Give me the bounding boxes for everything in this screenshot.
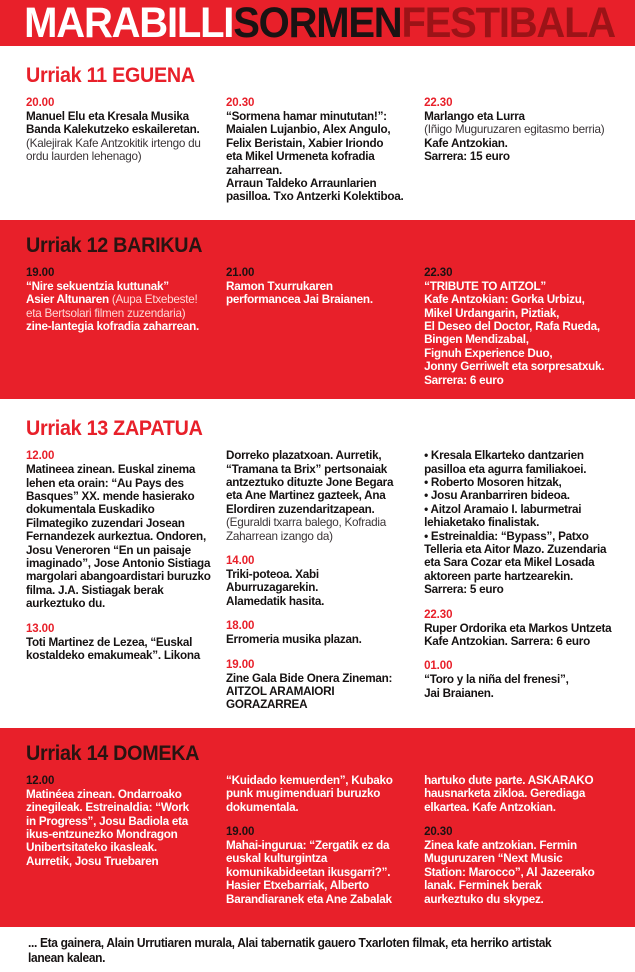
event-line: (Eguraldi txarra balego, Kofradia	[226, 516, 387, 530]
event-description	[26, 636, 216, 663]
event-line-bold: Asier Altunaren	[26, 293, 112, 307]
event-line: lehen eta orain: “Au Pays des	[26, 476, 184, 490]
day-columns	[26, 266, 617, 387]
event-line: Zine Gala Bide Onera Zineman:	[226, 671, 393, 685]
day-column-3	[424, 449, 617, 712]
event-line: hartuko dute parte. ASKARAKO	[424, 773, 594, 787]
event-line: in Progress”, Josu Badiola eta	[26, 814, 189, 828]
event-entry	[26, 96, 216, 164]
day-column-2	[226, 449, 424, 712]
event-line: punk mugimenduari buruzko	[226, 787, 381, 801]
event-time: 19.00	[226, 826, 255, 838]
event-line: Mahai-ingurua: “Zergatik ez da	[226, 839, 390, 852]
event-line: Manuel Elu eta Kresala Musika	[26, 110, 189, 123]
event-entry	[226, 774, 414, 814]
event-line: lanak. Ferminek berak	[424, 879, 542, 893]
event-time: 22.30	[424, 266, 453, 279]
event-time: 22.30	[424, 97, 453, 109]
event-line: eta Ane Martinez gazteek, Ana	[226, 489, 386, 503]
event-time: 20.00	[26, 97, 55, 109]
event-line: “Nire sekuentzia kuttunak”	[26, 279, 169, 293]
event-entry	[424, 608, 617, 649]
day-columns	[26, 449, 617, 712]
event-time: 20.30	[424, 826, 453, 838]
event-entry	[26, 622, 216, 663]
event-line: zaharrean.	[226, 163, 282, 177]
event-description	[424, 110, 617, 164]
event-entry	[424, 659, 617, 700]
day-heading: Urriak 12 BARIKUA	[26, 233, 203, 257]
event-line: Kafe Antzokian.	[424, 136, 508, 150]
event-line: Mikel Urdangarin, Piztiak,	[424, 306, 560, 320]
event-line: • Estreinaldia: “Bypass”, Patxo	[424, 529, 589, 543]
event-line: pasilloa. Txo Antzerki Kolektiboa.	[226, 190, 404, 204]
event-line: zinegileak. Estreinaldia: “Work	[26, 801, 189, 815]
event-description	[226, 633, 414, 646]
event-description	[26, 788, 216, 868]
event-entry	[424, 449, 617, 596]
event-line: komunikabideetan ikusgarri?”.	[226, 865, 391, 879]
event-line: lehiaketako finalistak.	[424, 516, 540, 530]
event-line: zine-lantegia kofradia zaharrean.	[26, 320, 199, 334]
day-heading: Urriak 14 DOMEKA	[26, 741, 200, 765]
event-line: Basques” XX. mende hasierako	[26, 489, 195, 503]
event-entry	[424, 266, 617, 387]
day-section-3	[0, 403, 635, 724]
event-line: • Aitzol Aramaio I. laburmetrai	[424, 502, 582, 516]
event-line: Toti Martinez de Lezea, “Euskal	[26, 635, 193, 649]
day-column-3	[424, 266, 617, 387]
event-time: 12.00	[26, 450, 55, 463]
event-line: Dorreko plazatxoan. Aurretik,	[226, 449, 382, 463]
event-line: ordu laurden lehenago)	[26, 150, 142, 164]
event-line: Filmategiko zuzendari Josean	[26, 516, 185, 530]
event-time: 20.30	[226, 97, 255, 109]
event-line: aurkeztuko du skypez.	[424, 892, 544, 906]
event-description	[424, 673, 617, 700]
event-line: dokumentala.	[226, 800, 299, 814]
footer-text: ... Eta gainera, Alain Urrutiaren murala, Alai tabernatik gauero Txarloten filmak, eta herriko artistak lanean kalean.	[28, 936, 552, 966]
footer-note	[0, 927, 635, 972]
event-description	[226, 449, 414, 543]
event-line: “Sormena hamar minututan!”:	[226, 110, 387, 123]
event-description	[424, 622, 617, 649]
event-line: Sarrera: 15 euro	[424, 150, 510, 164]
event-line: performancea Jai Braianen.	[226, 293, 373, 307]
event-line: Aurretik, Josu Truebaren	[26, 854, 159, 868]
event-line: Zinea kafe antzokian. Fermin	[424, 839, 577, 852]
day-section-1	[0, 50, 635, 216]
event-description	[226, 280, 414, 307]
event-line: • Josu Aranbarriren bideoa.	[424, 489, 570, 503]
event-line: “TRIBUTE TO AITZOL”	[424, 279, 546, 293]
event-line: “Tramana ta Brix” pertsonaiak	[226, 462, 388, 476]
event-line: El Deseo del Doctor, Rafa Rueda,	[424, 320, 600, 334]
event-line: filma. J.A. Sistiagak berak	[26, 583, 164, 597]
event-description	[424, 839, 617, 906]
day-heading: Urriak 11 EGUENA	[26, 64, 195, 87]
event-line: Sarrera: 6 euro	[424, 373, 504, 387]
event-line-light: (Aupa Etxebeste!	[111, 293, 198, 307]
event-description	[226, 839, 414, 906]
event-entry	[26, 774, 216, 868]
event-line: Felix Beristain, Xabier Iriondo	[226, 136, 384, 150]
event-line: hausnarketa zikloa. Gerediaga	[424, 787, 586, 801]
event-line: eta Bertsolari filmen zuzendaria)	[26, 306, 186, 320]
title-part-sormen: SORMEN	[233, 0, 402, 46]
event-line: euskal kulturgintza	[226, 852, 328, 866]
event-line: pasilloa eta agurra familiakoei.	[424, 462, 587, 476]
event-line: eta Sara Cozar eta Mikel Losada	[424, 556, 595, 570]
event-entry	[26, 449, 216, 610]
event-line: Kafe Antzokian: Gorka Urbizu,	[424, 293, 585, 307]
event-description	[226, 568, 414, 608]
day-column-1	[26, 266, 226, 387]
event-line: Kafe Antzokian. Sarrera: 6 euro	[424, 634, 590, 648]
event-line	[26, 293, 216, 306]
day-sections-container	[0, 50, 635, 918]
event-line: aurkeztuko du.	[26, 597, 105, 611]
event-line: Fernandezek aurkeztua. Ondoren,	[26, 530, 206, 544]
event-time: 01.00	[424, 660, 453, 673]
event-line: Alamedatik hasita.	[226, 594, 325, 608]
event-entry	[226, 266, 414, 307]
masthead-banner	[0, 0, 635, 46]
event-line: Jonny Gerriwelt eta sorpresatxuk.	[424, 360, 605, 374]
event-description	[226, 110, 414, 204]
event-description	[424, 280, 617, 387]
event-entry	[226, 96, 414, 204]
event-description	[26, 110, 216, 164]
event-time: 21.00	[226, 266, 255, 279]
event-description	[226, 774, 414, 814]
event-line: Erromeria musika plazan.	[226, 633, 362, 647]
event-line: Maialen Lujanbio, Alex Angulo,	[226, 123, 391, 137]
event-line: Sarrera: 5 euro	[424, 583, 504, 597]
event-line: Ruper Ordorika eta Markos Untzeta	[424, 621, 612, 635]
event-line: Station: Marocco”, Al Jazeerako	[424, 865, 595, 879]
event-line: margolari abangoardistari buruzko	[26, 570, 211, 584]
day-column-3	[424, 96, 617, 204]
event-line: Elordiren zuzendaritzapean.	[226, 502, 375, 516]
event-line: Barandiaranek eta Ane Zabalak	[226, 892, 392, 906]
event-line: Matinéea zinean. Ondarroako	[26, 787, 182, 801]
event-line: dokumentala Euskadiko	[26, 503, 155, 517]
event-line: antzeztuko dituzte Jone Begara	[226, 475, 394, 489]
event-entry	[26, 266, 216, 334]
event-line: Zaharrean izango da)	[226, 529, 333, 543]
event-entry	[424, 96, 617, 164]
event-time: 19.00	[26, 266, 55, 279]
event-entry	[226, 619, 414, 646]
event-time: 18.00	[226, 620, 255, 633]
event-line: (Iñigo Muguruzaren egitasmo berria)	[424, 123, 605, 137]
event-line: Muguruzaren “Next Music	[424, 852, 563, 866]
day-column-1	[26, 774, 226, 906]
event-line: aktoreen parte hartzearekin.	[424, 569, 573, 583]
event-line: Ramon Txurrukaren	[226, 279, 333, 293]
event-description	[226, 672, 414, 712]
footer-rule	[0, 918, 635, 927]
event-line: • Roberto Mosoren hitzak,	[424, 475, 562, 489]
day-column-1	[26, 449, 226, 712]
event-entry	[226, 554, 414, 608]
day-column-1	[26, 96, 226, 204]
event-entry	[226, 825, 414, 906]
event-time: 12.00	[26, 774, 55, 787]
event-entry	[226, 449, 414, 543]
event-line: Matineea zinean. Euskal zinema	[26, 463, 196, 477]
event-line: AITZOL ARAMAIORI GORAZARREA	[226, 684, 335, 712]
event-time: 19.00	[226, 658, 255, 671]
title-part-festibala: FESTIBALA	[401, 0, 615, 46]
event-line: Triki-poteoa. Xabi	[226, 567, 319, 581]
event-line: Banda Kalekutzeko eskaileretan.	[26, 123, 200, 137]
event-line: Aburruzagarekin.	[226, 581, 319, 595]
event-line: Fignuh Experience Duo,	[424, 346, 553, 360]
day-column-3	[424, 774, 617, 906]
event-line: Telleria eta Aitor Mazo. Zuzendaria	[424, 542, 607, 556]
day-column-2	[226, 774, 424, 906]
event-entry	[424, 825, 617, 906]
event-line: • Kresala Elkarteko dantzarien	[424, 449, 584, 463]
day-column-2	[226, 266, 424, 387]
event-line: “Kuidado kemuerden”, Kubako	[226, 773, 393, 787]
event-description	[26, 280, 216, 334]
event-line: imaginado”, Jose Antonio Sistiaga	[26, 556, 211, 570]
event-description	[424, 774, 617, 814]
day-heading: Urriak 13 ZAPATUA	[26, 417, 203, 441]
event-time: 22.30	[424, 608, 453, 621]
title-part-marabilli: MARABILLI	[24, 0, 234, 46]
event-line: Jai Braianen.	[424, 686, 494, 700]
event-line: kostaldeko emakumeak”. Likona	[26, 648, 200, 662]
day-columns	[26, 96, 617, 204]
event-line: Josu Veneroren “En un paisaje	[26, 543, 191, 557]
day-section-4	[0, 728, 635, 918]
event-line: ikus-entzunezko Mondragon	[26, 828, 178, 841]
event-entry	[226, 658, 414, 712]
day-column-2	[226, 96, 424, 204]
event-line: elkartea. Kafe Antzokian.	[424, 800, 556, 814]
day-section-2	[0, 220, 635, 399]
event-line: Arraun Taldeko Arraunlarien	[226, 177, 377, 191]
festival-title	[0, 2, 615, 45]
event-time: 13.00	[26, 622, 55, 635]
event-line: Bingen Mendizabal,	[424, 333, 529, 347]
event-line: Unibertsitateko ikasleak.	[26, 841, 157, 855]
day-columns	[26, 774, 617, 906]
event-line: “Toro y la niña del frenesi”,	[424, 673, 569, 687]
event-line: eta Mikel Urmeneta kofradia	[226, 150, 375, 164]
event-line: Marlango eta Lurra	[424, 110, 525, 123]
event-description	[424, 449, 617, 596]
event-description	[26, 463, 216, 610]
event-time: 14.00	[226, 554, 255, 567]
event-line: Hasier Etxebarriak, Alberto	[226, 879, 369, 893]
event-entry	[424, 774, 617, 814]
event-line: (Kalejirak Kafe Antzokitik irtengo du	[26, 136, 201, 150]
